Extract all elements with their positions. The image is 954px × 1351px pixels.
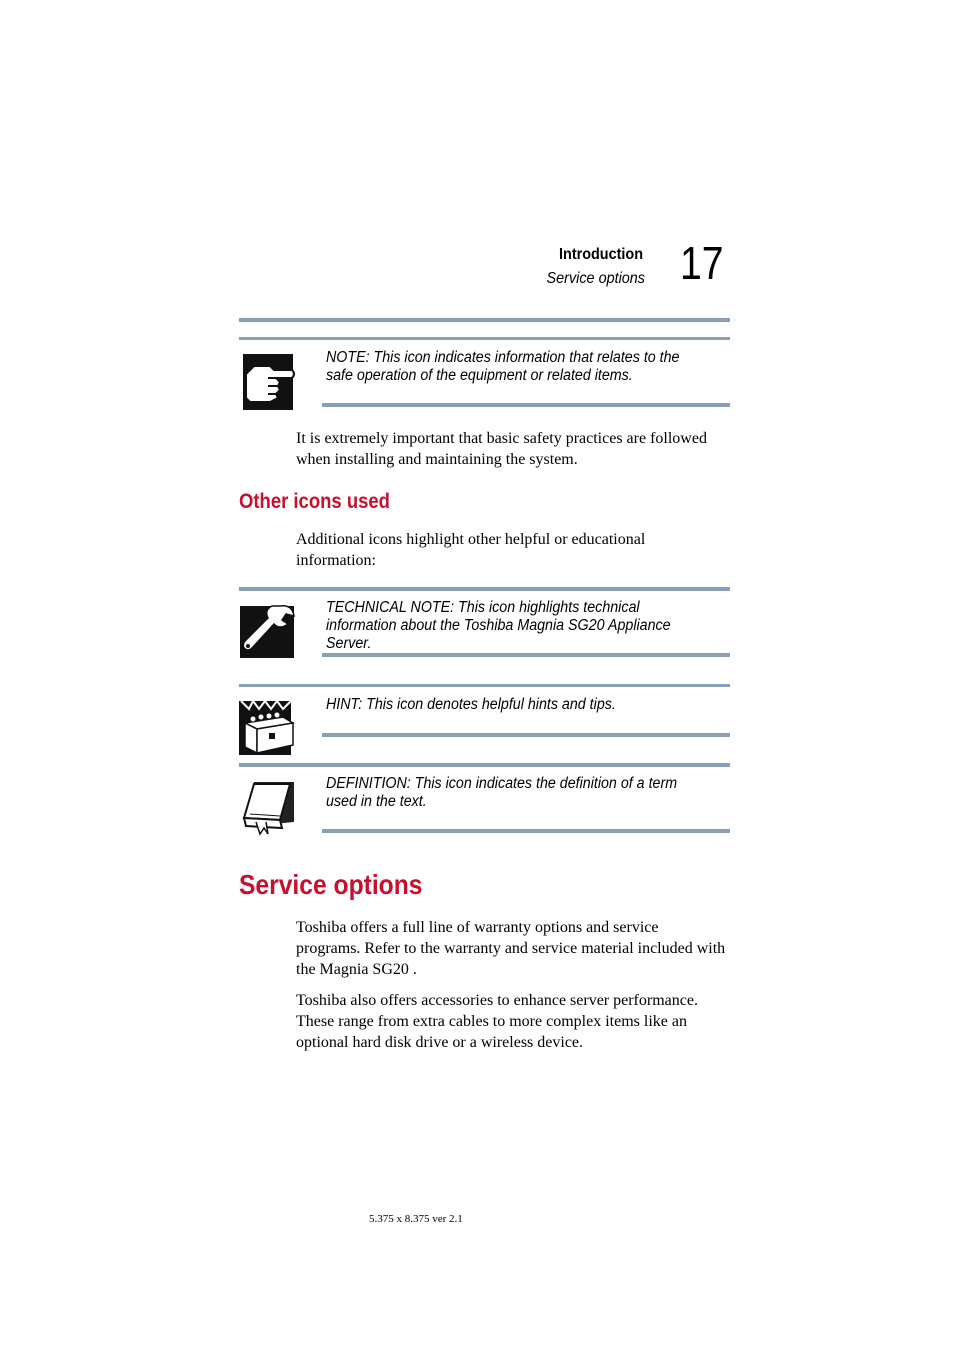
service-paragraph-2 — [296, 990, 726, 1053]
technical-note-text: TECHNICAL NOTE: This icon highlights technical information about the Toshiba Magnia SG20 Appliance Server. — [326, 599, 671, 652]
other-icons-intro-text: Additional icons highlight other helpful or educational information: — [296, 531, 646, 569]
book-icon — [240, 778, 296, 836]
technical-note-top-rule — [239, 587, 730, 591]
note-bottom-rule — [322, 403, 730, 407]
safety-note-text: NOTE: This icon indicates information that relates to the safe operation of the equipment or related items. — [326, 349, 680, 384]
running-header-chapter: Introduction — [559, 246, 643, 263]
pointing-hand-icon — [240, 352, 296, 410]
service-paragraph-2-text: Toshiba also offers accessories to enhance server performance. These range from extra cables to more complex items like an optional hard disk drive or a wireless device. — [296, 992, 698, 1051]
service-paragraph-1-text: Toshiba offers a full line of warranty options and service programs. Refer to the warranty and service material included with the Magnia SG20 . — [296, 919, 726, 978]
other-icons-intro — [296, 529, 726, 571]
hint-note-text: HINT: This icon denotes helpful hints and tips. — [326, 696, 616, 713]
note-top-rule — [239, 337, 730, 340]
definition-note-text: DEFINITION: This icon indicates the definition of a term used in the text. — [326, 775, 678, 810]
page-number: 17 — [680, 237, 724, 289]
technical-note-bottom-rule — [322, 653, 730, 657]
running-header-section: Service options — [546, 270, 645, 287]
service-paragraph-1 — [296, 917, 726, 980]
safety-paragraph-text: It is extremely important that basic safety practices are followed when installing and maintaining the system. — [296, 430, 707, 468]
definition-note-top-rule — [239, 763, 730, 767]
treasure-chest-icon — [239, 699, 295, 757]
other-icons-heading: Other icons used — [239, 490, 390, 513]
definition-note-bottom-rule — [322, 829, 730, 833]
service-options-heading: Service options — [239, 869, 423, 900]
hint-note-top-rule — [239, 684, 730, 687]
safety-paragraph — [296, 428, 726, 470]
wrench-icon — [240, 602, 296, 660]
hint-note-bottom-rule — [322, 733, 730, 737]
footer-version: 5.375 x 8.375 ver 2.1 — [369, 1213, 463, 1225]
header-rule — [239, 318, 730, 322]
